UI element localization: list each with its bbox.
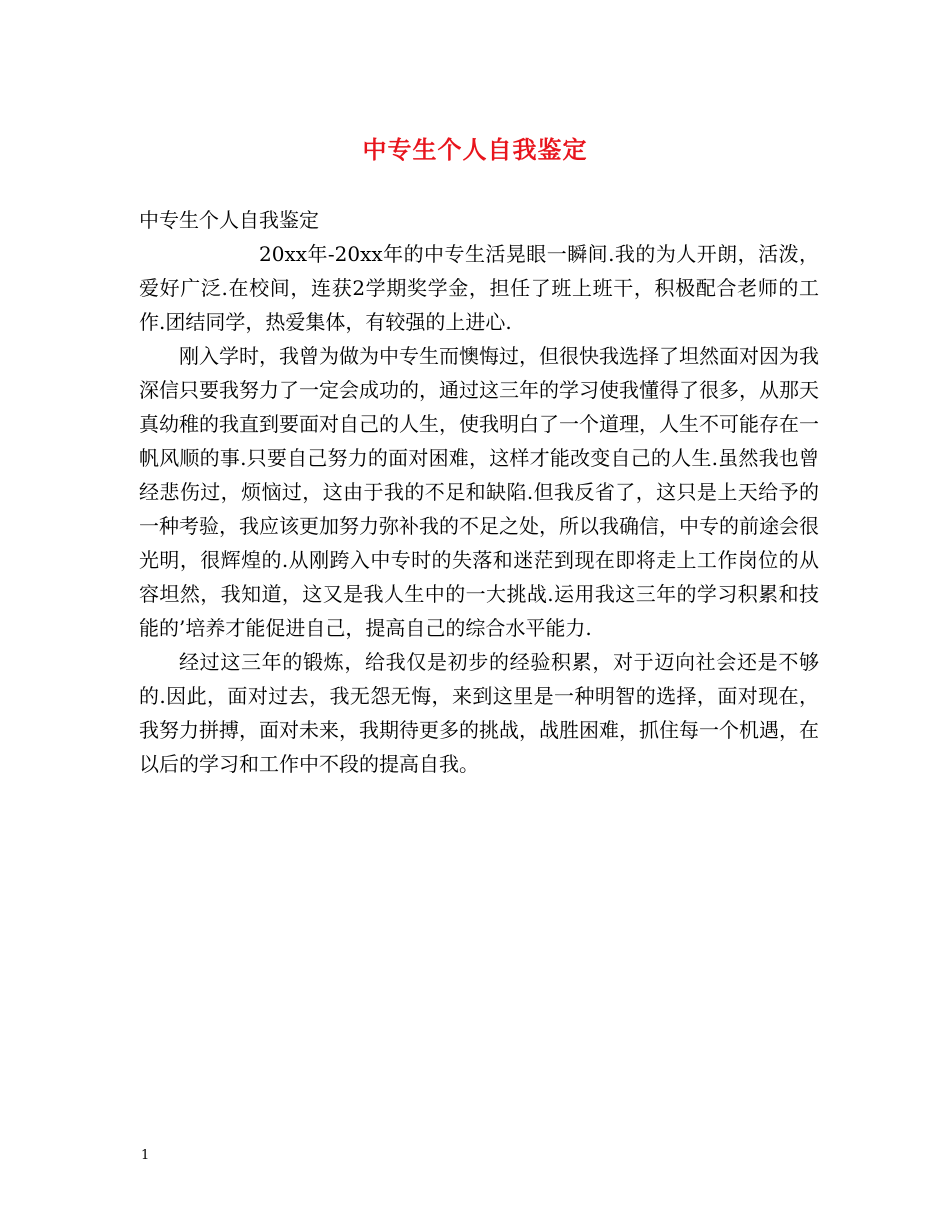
document-body: [139, 203, 819, 781]
paragraph-1: 20xx年-20xx年的中专生活晃眼一瞬间.我的为人开朗，活泼，爱好广泛.在校间，连获2学期奖学金，担任了班上班干，积极配合老师的工作.团结同学，热爱集体，有较强的上进心.: [139, 242, 819, 334]
document-title: 中专生个人自我鉴定: [362, 135, 588, 164]
page-number: 1: [141, 1148, 150, 1163]
document-subtitle: 中专生个人自我鉴定: [139, 208, 319, 232]
paragraph-3: 经过这三年的锻炼，给我仅是初步的经验积累，对于迈向社会还是不够的.因此，面对过去，我无怨无悔，来到这里是一种明智的选择，面对现在，我努力拼搏，面对未来，我期待更多的挑战，战胜困难，抓住每一个机遇，在以后的学习和工作中不段的提高自我。: [139, 650, 819, 776]
paragraph-2: 刚入学时，我曾为做为中专生而懊悔过，但很快我选择了坦然面对因为我深信只要我努力了一定会成功的，通过这三年的学习使我懂得了很多，从那天真幼稚的我直到要面对自己的人生，使我明白了一个道理，人生不可能存在一帆风顺的事.只要自己努力的面对困难，这样才能改变自己的人生.虽然我也曾经悲伤过，烦恼过，这由于我的不足和缺陷.但我反省了，这只是上天给予的一种考验，我应该更加努力弥补我的不足之处，所以我确信，中专的前途会很光明，很辉煌的.从刚跨入中专时的失落和迷茫到现在即将走上工作岗位的从容坦然，我知道，这又是我人生中的一大挑战.运用我这三年的学习积累和技能的’培养才能促进自己，提高自己的综合水平能力.: [139, 344, 819, 640]
